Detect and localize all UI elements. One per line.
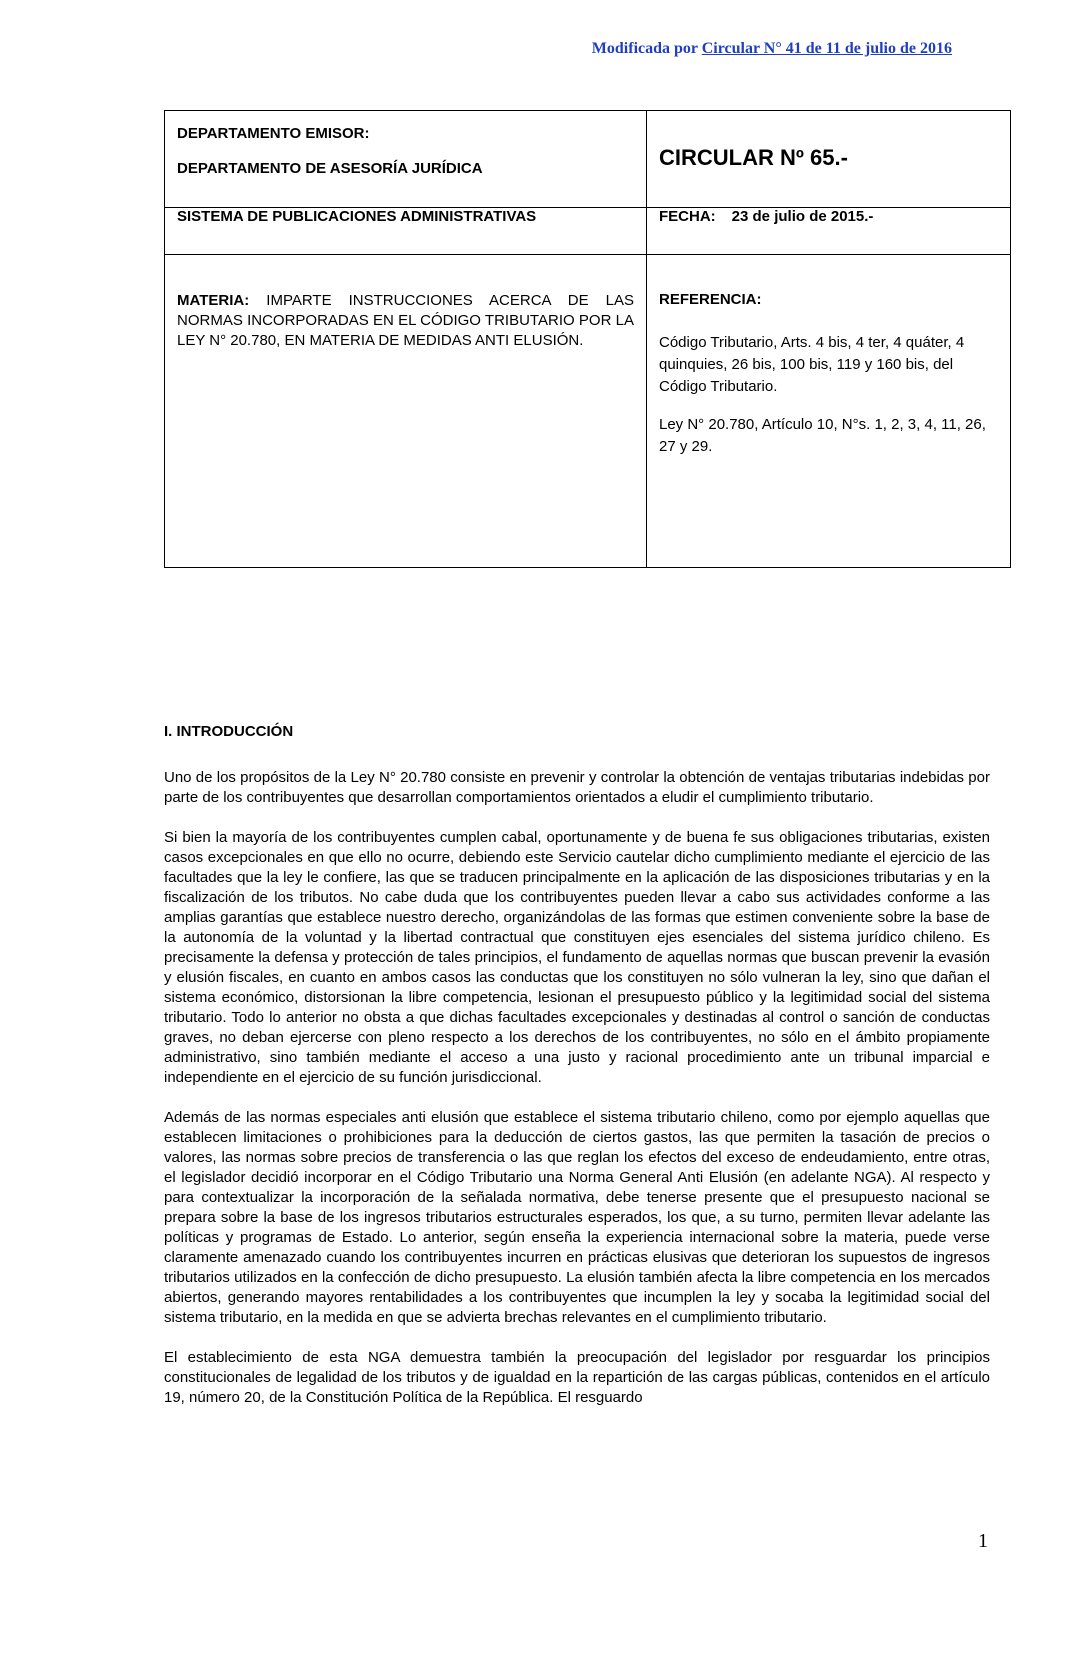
subject-label: MATERIA: [177, 292, 250, 309]
date-value: 23 de julio de 2015.- [731, 208, 874, 225]
subject-block [177, 291, 634, 351]
reference-cell [647, 255, 1011, 568]
publication-system-cell [165, 208, 647, 255]
circular-header-table [164, 110, 1011, 568]
subject-cell [165, 255, 647, 568]
modification-note-prefix: Modificada por [591, 40, 702, 57]
date-label: FECHA: [659, 208, 716, 225]
date-cell [647, 208, 1011, 255]
paragraph: Uno de los propósitos de la Ley N° 20.780 consiste en prevenir y controlar la obtención de ventajas tributarias indebidas por parte de los contribuyentes que desarrollan comportamientos orientados a eludir el cumplimiento tributario. [164, 769, 990, 806]
paragraph: Además de las normas especiales anti elusión que establece el sistema tributario chileno, como por ejemplo aquellas que establecen limitaciones o prohibiciones para la deducción de ciertos gastos, las que permiten la tasación de precios o valores, las normas sobre precios de transferencia o las que reglan los efectos del exceso de endeudamiento, entre otras, el legislador decidió incorporar en el Código Tributario una Norma General Anti Elusión (en adelante NGA). Al respecto y para contextualizar la incorporación de la señalada normativa, debe tenerse presente que el presupuesto nacional se prepara sobre la base de los ingresos tributarios estructurales esperados, los que, a su turno, permiten llevar adelante las políticas y programas de Estado. Lo anterior, según enseña la experiencia internacional sobre la materia, puede verse claramente amenazado cuando los contribuyentes incurren en prácticas elusivas que deterioran los supuestos de ingresos tributarios utilizados en la confección de dicho presupuesto. La elusión también afecta la libre competencia en los mercados abiertos, generando mayores rentabilidades a los contribuyentes que incumplen la ley y socaba la legitimidad social del sistema tributario, en la medida en que se advierta brechas relevantes en el cumplimiento tributario. [164, 1109, 990, 1326]
circular-number-cell [647, 111, 1011, 208]
subject-text: IMPARTE INSTRUCCIONES ACERCA DE LAS NORMAS INCORPORADAS EN EL CÓDIGO TRIBUTARIO POR LA LEY N° 20.780, EN MATERIA DE MEDIDAS ANTI ELUSIÓN. [177, 292, 634, 349]
department-label: DEPARTAMENTO EMISOR: [177, 125, 370, 142]
department-name: DEPARTAMENTO DE ASESORÍA JURÍDICA [177, 160, 483, 177]
paragraph: El establecimiento de esta NGA demuestra también la preocupación del legislador por resguardar los principios constitucionales de legalidad de los tributos y de igualdad en la repartición de las cargas públicas, contenidos en el artículo 19, número 20, de la Constitución Política de la República. El resguardo [164, 1349, 990, 1406]
reference-law: Ley N° 20.780, Artículo 10, N°s. 1, 2, 3, 4, 11, 26, 27 y 29. [659, 416, 986, 455]
reference-code: Código Tributario, Arts. 4 bis, 4 ter, 4 quáter, 4 quinquies, 26 bis, 100 bis, 119 y 160 bis, del Código Tributario. [659, 334, 965, 395]
modification-note [592, 40, 952, 58]
issuing-department-cell [165, 111, 647, 208]
circular-title: CIRCULAR Nº 65.- [659, 145, 848, 170]
section-title: I. INTRODUCCIÓN [164, 723, 294, 740]
reference-label: REFERENCIA: [659, 291, 762, 308]
publication-system-label: SISTEMA DE PUBLICACIONES ADMINISTRATIVAS [177, 208, 537, 225]
page-number: 1 [978, 1530, 988, 1552]
modification-circular-link[interactable]: Circular N° 41 de 11 de julio de 2016 [701, 40, 952, 57]
paragraph: Si bien la mayoría de los contribuyentes cumplen cabal, oportunamente y de buena fe sus obligaciones tributarias, existen casos excepcionales en que ello no ocurre, debiendo este Servicio cautelar dicho cumplimiento mediante el ejercicio de las facultades que la ley le confiere, las que se traducen principalmente en la aplicación de las disposiciones tributarias y en la fiscalización de los tributos. No cabe duda que los contribuyentes pueden llevar a cabo sus actividades conforme a las amplias garantías que establece nuestro derecho, organizándolas de las formas que estimen conveniente sobre la base de la autonomía de la voluntad y la libertad contractual que constituyen ejes esenciales del sistema jurídico chileno. Es precisamente la defensa y protección de tales principios, el fundamento de aquellas normas que buscan prevenir la evasión y elusión fiscales, en cuanto en ambos casos las conductas que los constituyen no sólo vulneran la ley, sino que dañan el sistema económico, distorsionan la libre competencia, lesionan el presupuesto público y la legitimidad social del sistema tributario. Todo lo anterior no obsta a que dichas facultades excepcionales y destinadas al control o sanción de conductas graves, no deban ejercerse con pleno respecto a los derechos de los contribuyentes, no sólo en el ámbito propiamente administrativo, sino también mediante el acceso a una justo y racional procedimiento ante un tribunal imparcial e independiente en el ejercicio de su función jurisdiccional. [164, 829, 990, 1086]
document-body [164, 722, 990, 1428]
